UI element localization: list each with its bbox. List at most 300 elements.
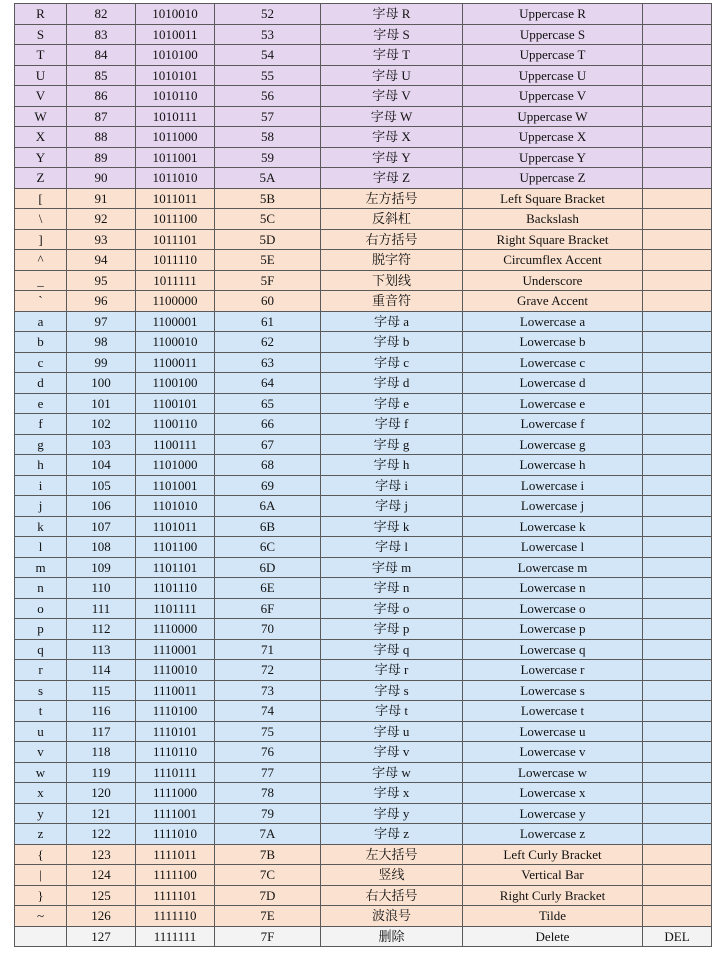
table-row [15, 680, 712, 701]
english-name-cell: Uppercase Z [463, 168, 643, 189]
english-name-cell: Uppercase T [463, 45, 643, 66]
chinese-name-cell: 字母 X [321, 127, 463, 148]
decimal-cell: 105 [67, 475, 136, 496]
abbreviation-cell [643, 475, 712, 496]
binary-cell: 1111000 [136, 783, 215, 804]
hex-cell: 68 [215, 455, 321, 476]
english-name-cell: Left Curly Bracket [463, 844, 643, 865]
binary-cell: 1010010 [136, 4, 215, 25]
chinese-name-cell: 字母 T [321, 45, 463, 66]
abbreviation-cell [643, 352, 712, 373]
english-name-cell: Uppercase V [463, 86, 643, 107]
decimal-cell: 127 [67, 926, 136, 947]
abbreviation-cell [643, 250, 712, 271]
english-name-cell: Lowercase s [463, 680, 643, 701]
table-row [15, 537, 712, 558]
binary-cell: 1101100 [136, 537, 215, 558]
decimal-cell: 94 [67, 250, 136, 271]
chinese-name-cell: 字母 r [321, 660, 463, 681]
hex-cell: 6C [215, 537, 321, 558]
char-cell: Z [15, 168, 67, 189]
char-cell: k [15, 516, 67, 537]
abbreviation-cell [643, 762, 712, 783]
hex-cell: 5C [215, 209, 321, 230]
decimal-cell: 121 [67, 803, 136, 824]
binary-cell: 1111011 [136, 844, 215, 865]
binary-cell: 1011110 [136, 250, 215, 271]
table-row [15, 4, 712, 25]
english-name-cell: Underscore [463, 270, 643, 291]
char-cell: h [15, 455, 67, 476]
chinese-name-cell: 字母 p [321, 619, 463, 640]
binary-cell: 1111111 [136, 926, 215, 947]
chinese-name-cell: 字母 h [321, 455, 463, 476]
decimal-cell: 98 [67, 332, 136, 353]
hex-cell: 58 [215, 127, 321, 148]
binary-cell: 1100100 [136, 373, 215, 394]
english-name-cell: Lowercase q [463, 639, 643, 660]
hex-cell: 65 [215, 393, 321, 414]
binary-cell: 1111001 [136, 803, 215, 824]
char-cell: { [15, 844, 67, 865]
table-row [15, 475, 712, 496]
char-cell: r [15, 660, 67, 681]
chinese-name-cell: 字母 S [321, 24, 463, 45]
chinese-name-cell: 字母 Y [321, 147, 463, 168]
char-cell: n [15, 578, 67, 599]
binary-cell: 1110100 [136, 701, 215, 722]
decimal-cell: 109 [67, 557, 136, 578]
hex-cell: 69 [215, 475, 321, 496]
binary-cell: 1011111 [136, 270, 215, 291]
decimal-cell: 126 [67, 906, 136, 927]
table-row [15, 270, 712, 291]
abbreviation-cell [643, 311, 712, 332]
hex-cell: 66 [215, 414, 321, 435]
hex-cell: 6B [215, 516, 321, 537]
binary-cell: 1101110 [136, 578, 215, 599]
binary-cell: 1110110 [136, 742, 215, 763]
abbreviation-cell [643, 803, 712, 824]
char-cell: ~ [15, 906, 67, 927]
chinese-name-cell: 字母 z [321, 824, 463, 845]
english-name-cell: Lowercase u [463, 721, 643, 742]
abbreviation-cell [643, 680, 712, 701]
english-name-cell: Lowercase b [463, 332, 643, 353]
hex-cell: 74 [215, 701, 321, 722]
chinese-name-cell: 右方括号 [321, 229, 463, 250]
decimal-cell: 91 [67, 188, 136, 209]
hex-cell: 59 [215, 147, 321, 168]
decimal-cell: 120 [67, 783, 136, 804]
table-row [15, 906, 712, 927]
decimal-cell: 117 [67, 721, 136, 742]
chinese-name-cell: 字母 m [321, 557, 463, 578]
decimal-cell: 123 [67, 844, 136, 865]
chinese-name-cell: 脱字符 [321, 250, 463, 271]
chinese-name-cell: 字母 x [321, 783, 463, 804]
english-name-cell: Lowercase w [463, 762, 643, 783]
abbreviation-cell [643, 24, 712, 45]
chinese-name-cell: 反斜杠 [321, 209, 463, 230]
abbreviation-cell [643, 496, 712, 517]
hex-cell: 7C [215, 865, 321, 886]
abbreviation-cell [643, 332, 712, 353]
abbreviation-cell [643, 906, 712, 927]
abbreviation-cell [643, 824, 712, 845]
binary-cell: 1010111 [136, 106, 215, 127]
binary-cell: 1010100 [136, 45, 215, 66]
decimal-cell: 119 [67, 762, 136, 783]
decimal-cell: 110 [67, 578, 136, 599]
abbreviation-cell [643, 229, 712, 250]
abbreviation-cell [643, 209, 712, 230]
char-cell: u [15, 721, 67, 742]
table-row [15, 311, 712, 332]
english-name-cell: Backslash [463, 209, 643, 230]
table-row [15, 250, 712, 271]
table-row [15, 865, 712, 886]
table-row [15, 45, 712, 66]
char-cell: j [15, 496, 67, 517]
hex-cell: 60 [215, 291, 321, 312]
table-row [15, 639, 712, 660]
char-cell: d [15, 373, 67, 394]
english-name-cell: Lowercase v [463, 742, 643, 763]
abbreviation-cell [643, 598, 712, 619]
table-row [15, 24, 712, 45]
binary-cell: 1011101 [136, 229, 215, 250]
char-cell: V [15, 86, 67, 107]
char-cell: l [15, 537, 67, 558]
char-cell: X [15, 127, 67, 148]
hex-cell: 57 [215, 106, 321, 127]
binary-cell: 1101111 [136, 598, 215, 619]
hex-cell: 61 [215, 311, 321, 332]
hex-cell: 6F [215, 598, 321, 619]
decimal-cell: 96 [67, 291, 136, 312]
english-name-cell: Right Curly Bracket [463, 885, 643, 906]
english-name-cell: Uppercase Y [463, 147, 643, 168]
decimal-cell: 82 [67, 4, 136, 25]
chinese-name-cell: 字母 V [321, 86, 463, 107]
english-name-cell: Right Square Bracket [463, 229, 643, 250]
abbreviation-cell [643, 885, 712, 906]
binary-cell: 1101011 [136, 516, 215, 537]
abbreviation-cell [643, 721, 712, 742]
abbreviation-cell [643, 844, 712, 865]
hex-cell: 54 [215, 45, 321, 66]
binary-cell: 1100110 [136, 414, 215, 435]
abbreviation-cell [643, 537, 712, 558]
binary-cell: 1011011 [136, 188, 215, 209]
chinese-name-cell: 下划线 [321, 270, 463, 291]
char-cell: U [15, 65, 67, 86]
abbreviation-cell [643, 270, 712, 291]
abbreviation-cell [643, 414, 712, 435]
char-cell: [ [15, 188, 67, 209]
hex-cell: 7D [215, 885, 321, 906]
char-cell: i [15, 475, 67, 496]
binary-cell: 1110101 [136, 721, 215, 742]
char-cell: p [15, 619, 67, 640]
abbreviation-cell [643, 393, 712, 414]
decimal-cell: 107 [67, 516, 136, 537]
binary-cell: 1110010 [136, 660, 215, 681]
table-row [15, 885, 712, 906]
english-name-cell: Tilde [463, 906, 643, 927]
english-name-cell: Lowercase n [463, 578, 643, 599]
english-name-cell: Uppercase R [463, 4, 643, 25]
hex-cell: 7A [215, 824, 321, 845]
decimal-cell: 101 [67, 393, 136, 414]
binary-cell: 1010011 [136, 24, 215, 45]
english-name-cell: Lowercase l [463, 537, 643, 558]
hex-cell: 5B [215, 188, 321, 209]
table-row [15, 332, 712, 353]
chinese-name-cell: 字母 l [321, 537, 463, 558]
table-row [15, 557, 712, 578]
decimal-cell: 95 [67, 270, 136, 291]
english-name-cell: Lowercase c [463, 352, 643, 373]
char-cell: s [15, 680, 67, 701]
table-row [15, 352, 712, 373]
decimal-cell: 122 [67, 824, 136, 845]
english-name-cell: Lowercase i [463, 475, 643, 496]
hex-cell: 56 [215, 86, 321, 107]
chinese-name-cell: 字母 f [321, 414, 463, 435]
english-name-cell: Lowercase f [463, 414, 643, 435]
english-name-cell: Lowercase k [463, 516, 643, 537]
chinese-name-cell: 字母 c [321, 352, 463, 373]
english-name-cell: Lowercase r [463, 660, 643, 681]
table-row [15, 783, 712, 804]
table-row [15, 844, 712, 865]
char-cell: o [15, 598, 67, 619]
chinese-name-cell: 字母 w [321, 762, 463, 783]
english-name-cell: Delete [463, 926, 643, 947]
abbreviation-cell [643, 65, 712, 86]
abbreviation-cell [643, 516, 712, 537]
english-name-cell: Circumflex Accent [463, 250, 643, 271]
table-row [15, 619, 712, 640]
table-row [15, 721, 712, 742]
english-name-cell: Left Square Bracket [463, 188, 643, 209]
decimal-cell: 103 [67, 434, 136, 455]
chinese-name-cell: 右大括号 [321, 885, 463, 906]
decimal-cell: 93 [67, 229, 136, 250]
chinese-name-cell: 字母 b [321, 332, 463, 353]
chinese-name-cell: 字母 q [321, 639, 463, 660]
binary-cell: 1111010 [136, 824, 215, 845]
table-row [15, 455, 712, 476]
chinese-name-cell: 字母 g [321, 434, 463, 455]
table-body [15, 4, 712, 947]
char-cell: y [15, 803, 67, 824]
char-cell: m [15, 557, 67, 578]
chinese-name-cell: 字母 k [321, 516, 463, 537]
char-cell: q [15, 639, 67, 660]
english-name-cell: Lowercase x [463, 783, 643, 804]
abbreviation-cell [643, 783, 712, 804]
char-cell: t [15, 701, 67, 722]
decimal-cell: 108 [67, 537, 136, 558]
chinese-name-cell: 字母 j [321, 496, 463, 517]
chinese-name-cell: 字母 o [321, 598, 463, 619]
abbreviation-cell [643, 619, 712, 640]
abbreviation-cell [643, 701, 712, 722]
english-name-cell: Lowercase h [463, 455, 643, 476]
hex-cell: 63 [215, 352, 321, 373]
english-name-cell: Lowercase g [463, 434, 643, 455]
decimal-cell: 84 [67, 45, 136, 66]
chinese-name-cell: 删除 [321, 926, 463, 947]
abbreviation-cell [643, 865, 712, 886]
english-name-cell: Lowercase y [463, 803, 643, 824]
chinese-name-cell: 竖线 [321, 865, 463, 886]
table-row [15, 65, 712, 86]
binary-cell: 1101010 [136, 496, 215, 517]
char-cell: f [15, 414, 67, 435]
table-row [15, 86, 712, 107]
binary-cell: 1110011 [136, 680, 215, 701]
table-row [15, 414, 712, 435]
binary-cell: 1110001 [136, 639, 215, 660]
binary-cell: 1100001 [136, 311, 215, 332]
hex-cell: 72 [215, 660, 321, 681]
decimal-cell: 85 [67, 65, 136, 86]
table-row [15, 168, 712, 189]
english-name-cell: Lowercase a [463, 311, 643, 332]
char-cell: g [15, 434, 67, 455]
binary-cell: 1010101 [136, 65, 215, 86]
binary-cell: 1100101 [136, 393, 215, 414]
char-cell: ^ [15, 250, 67, 271]
hex-cell: 5E [215, 250, 321, 271]
ascii-table [14, 3, 712, 947]
decimal-cell: 106 [67, 496, 136, 517]
abbreviation-cell [643, 373, 712, 394]
hex-cell: 78 [215, 783, 321, 804]
table-row [15, 127, 712, 148]
chinese-name-cell: 左大括号 [321, 844, 463, 865]
english-name-cell: Uppercase S [463, 24, 643, 45]
table-row [15, 188, 712, 209]
char-cell: x [15, 783, 67, 804]
english-name-cell: Lowercase o [463, 598, 643, 619]
binary-cell: 1011000 [136, 127, 215, 148]
chinese-name-cell: 字母 v [321, 742, 463, 763]
table-row [15, 434, 712, 455]
table-row [15, 701, 712, 722]
hex-cell: 7E [215, 906, 321, 927]
hex-cell: 67 [215, 434, 321, 455]
char-cell: z [15, 824, 67, 845]
hex-cell: 73 [215, 680, 321, 701]
binary-cell: 1011100 [136, 209, 215, 230]
chinese-name-cell: 波浪号 [321, 906, 463, 927]
decimal-cell: 99 [67, 352, 136, 373]
binary-cell: 1110000 [136, 619, 215, 640]
char-cell: ` [15, 291, 67, 312]
english-name-cell: Uppercase X [463, 127, 643, 148]
table-row [15, 762, 712, 783]
chinese-name-cell: 字母 Z [321, 168, 463, 189]
abbreviation-cell [643, 455, 712, 476]
table-row [15, 209, 712, 230]
char-cell: c [15, 352, 67, 373]
abbreviation-cell [643, 578, 712, 599]
hex-cell: 52 [215, 4, 321, 25]
hex-cell: 77 [215, 762, 321, 783]
hex-cell: 55 [215, 65, 321, 86]
abbreviation-cell [643, 557, 712, 578]
table-row [15, 598, 712, 619]
hex-cell: 5A [215, 168, 321, 189]
hex-cell: 70 [215, 619, 321, 640]
table-row [15, 229, 712, 250]
hex-cell: 7B [215, 844, 321, 865]
abbreviation-cell [643, 742, 712, 763]
abbreviation-cell [643, 434, 712, 455]
chinese-name-cell: 重音符 [321, 291, 463, 312]
english-name-cell: Uppercase W [463, 106, 643, 127]
decimal-cell: 87 [67, 106, 136, 127]
decimal-cell: 125 [67, 885, 136, 906]
decimal-cell: 90 [67, 168, 136, 189]
chinese-name-cell: 字母 u [321, 721, 463, 742]
decimal-cell: 104 [67, 455, 136, 476]
char-cell: | [15, 865, 67, 886]
abbreviation-cell: DEL [643, 926, 712, 947]
decimal-cell: 92 [67, 209, 136, 230]
binary-cell: 1100011 [136, 352, 215, 373]
table-row [15, 742, 712, 763]
char-cell: \ [15, 209, 67, 230]
table-row [15, 803, 712, 824]
english-name-cell: Lowercase t [463, 701, 643, 722]
decimal-cell: 115 [67, 680, 136, 701]
decimal-cell: 118 [67, 742, 136, 763]
chinese-name-cell: 字母 a [321, 311, 463, 332]
abbreviation-cell [643, 45, 712, 66]
table-row [15, 660, 712, 681]
chinese-name-cell: 字母 y [321, 803, 463, 824]
char-cell: } [15, 885, 67, 906]
decimal-cell: 114 [67, 660, 136, 681]
decimal-cell: 116 [67, 701, 136, 722]
table-row [15, 291, 712, 312]
decimal-cell: 86 [67, 86, 136, 107]
table-row [15, 106, 712, 127]
binary-cell: 1110111 [136, 762, 215, 783]
chinese-name-cell: 字母 W [321, 106, 463, 127]
chinese-name-cell: 字母 R [321, 4, 463, 25]
hex-cell: 53 [215, 24, 321, 45]
char-cell: e [15, 393, 67, 414]
char-cell [15, 926, 67, 947]
hex-cell: 76 [215, 742, 321, 763]
hex-cell: 5D [215, 229, 321, 250]
binary-cell: 1111110 [136, 906, 215, 927]
binary-cell: 1111101 [136, 885, 215, 906]
hex-cell: 5F [215, 270, 321, 291]
hex-cell: 7F [215, 926, 321, 947]
decimal-cell: 112 [67, 619, 136, 640]
char-cell: R [15, 4, 67, 25]
hex-cell: 75 [215, 721, 321, 742]
char-cell: w [15, 762, 67, 783]
